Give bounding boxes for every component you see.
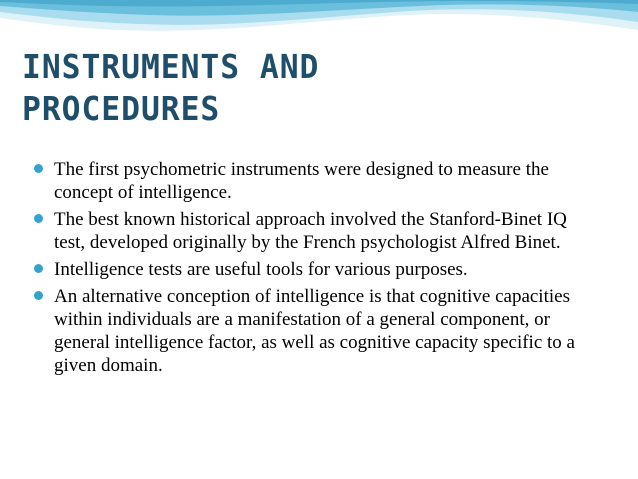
bullet-list (34, 158, 594, 381)
bullet-text: Intelligence tests are useful tools for various purposes. (54, 259, 468, 280)
wave-decoration (0, 0, 638, 40)
title-line-2: PROCEDURES (22, 89, 221, 128)
bullet-text: An alternative conception of intelligence is that cognitive capacities within individuals are a manifestation of a general component, or general intelligence factor, as well as cognitive capacity specific to a given domain. (54, 286, 575, 376)
bullet-text: The first psychometric instruments were designed to measure the concept of intelligence. (54, 159, 549, 203)
bullet-icon (34, 291, 43, 300)
bullet-icon (34, 164, 43, 173)
bullet-item (34, 285, 594, 377)
bullet-item (34, 208, 594, 254)
bullet-icon (34, 264, 43, 273)
bullet-item (34, 258, 594, 281)
bullet-text: The best known historical approach involved the Stanford-Binet IQ test, developed originally by the French psychologist Alfred Binet. (54, 209, 567, 253)
title-line-1: INSTRUMENTS AND (22, 47, 320, 86)
bullet-item (34, 158, 594, 204)
bullet-icon (34, 214, 43, 223)
slide-title (22, 46, 554, 130)
